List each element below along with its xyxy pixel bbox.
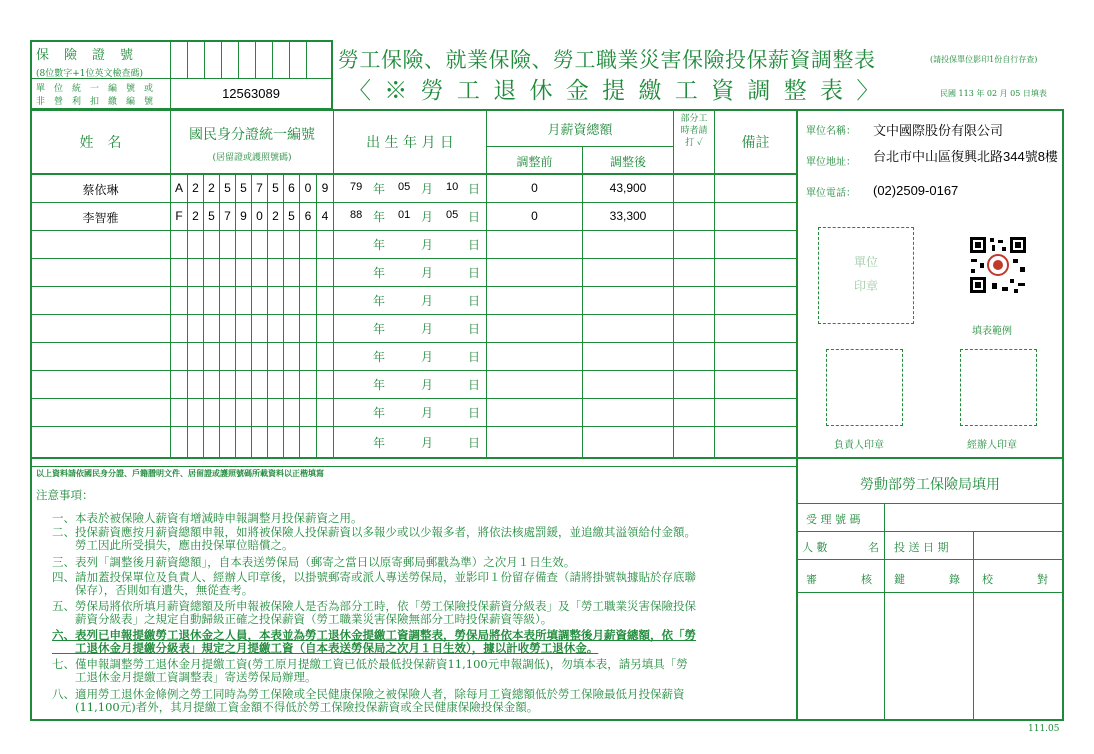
owner-seal-label: 負責人印章 [834, 440, 884, 451]
unit-year: 年 [373, 378, 386, 392]
birth-year[interactable]: 79 [350, 181, 363, 193]
unit-month: 月 [421, 182, 434, 196]
unit-day: 日 [468, 322, 481, 336]
owner-seal-box[interactable] [826, 349, 903, 426]
id-digit[interactable]: 2 [192, 181, 199, 195]
unit-day: 日 [468, 238, 481, 252]
id-digit[interactable]: 5 [208, 209, 215, 223]
unit-day: 日 [468, 436, 481, 450]
unit-month: 月 [421, 406, 434, 420]
company-name-label: 單位名稱： [806, 126, 856, 137]
unit-month: 月 [421, 436, 434, 450]
company-address-label: 單位地址： [806, 157, 856, 168]
unit-month: 月 [421, 322, 434, 336]
key-in-label: 鍵 錄 [894, 573, 960, 586]
unified-no-label-2: 非 營 利 扣 繳 編 號 [36, 97, 154, 107]
col-id-header: 國民身分證統一編號 [189, 127, 315, 143]
unit-year: 年 [373, 182, 386, 196]
note-item: 五、勞保局將依所填月薪資總額及所申報被保險人是否為部分工時，依「勞工保險投保薪資分級表」及「勞工職業災害保險投保 [52, 599, 696, 613]
unit-month: 月 [421, 350, 434, 364]
id-digit[interactable]: 0 [304, 181, 312, 195]
unit-day: 日 [468, 182, 481, 196]
bureau-title: 勞動部勞工保險局填用 [860, 477, 1000, 493]
note-item: 七、僅申報調整勞工退休金月提繳工資(勞工原月提繳工資已低於最低投保薪資11,100元申報調低)，勿填本表，請另填具「勞 [52, 657, 688, 671]
salary-after[interactable]: 43,900 [609, 181, 647, 195]
unified-number-value[interactable]: 12563089 [222, 86, 280, 101]
id-digit[interactable]: 5 [272, 181, 279, 195]
unit-year: 年 [373, 294, 386, 308]
birth-day[interactable]: 05 [446, 209, 459, 221]
note-item: 一、本表於被保險人薪資有增減時申報調整月投保薪資之用。 [52, 511, 363, 525]
example-label: 填表範例 [972, 326, 1012, 337]
unit-day: 日 [468, 378, 481, 392]
unit-year: 年 [373, 238, 386, 252]
qr-code-icon[interactable] [968, 235, 1028, 295]
col-birth-header: 出 生 年 月 日 [366, 135, 454, 151]
birth-month[interactable]: 05 [398, 181, 411, 193]
col-note-header: 備註 [741, 135, 770, 151]
id-digit[interactable]: 5 [288, 209, 295, 223]
unit-year: 年 [373, 436, 386, 450]
unit-day: 日 [468, 266, 481, 280]
salary-after[interactable]: 33,300 [609, 209, 647, 223]
birth-day[interactable]: 10 [446, 181, 459, 193]
company-phone-label: 單位電話： [806, 188, 856, 199]
notes-intro: 以上資料請依國民身分證、戶籍謄明文件、居留證或護照號碼所載資料以正楷填寫 [36, 468, 324, 478]
unit-month: 月 [421, 266, 434, 280]
unit-year: 年 [373, 322, 386, 336]
count-unit: 名 [868, 541, 879, 554]
receipt-no-label: 受 理 號 碼 [806, 513, 861, 526]
note-item: 薪資分級表」之規定自動歸級正確之投保薪資（勞工職業災害保險無部分工時投保薪資等級）。 [52, 612, 553, 626]
fill-date: 民國 113 年 02 月 05 日填表 [940, 89, 1047, 98]
col-part-time-header: 部分工時者請打 ✓ [680, 114, 708, 148]
col-id-sub: (居留證或護照號碼) [212, 153, 292, 163]
birth-year[interactable]: 88 [350, 209, 363, 221]
note-item: 八、適用勞工退休金條例之勞工同時為勞工保險或全民健康保險之被保險人者，除每月工資總額低於勞工保險最低月投保薪資 [52, 687, 685, 701]
review-label: 審 核 [806, 573, 872, 586]
unit-month: 月 [421, 294, 434, 308]
id-digit[interactable]: 2 [192, 209, 199, 223]
count-label: 人 數 [802, 541, 828, 554]
employee-name[interactable]: 李智雅 [82, 211, 119, 225]
employee-name[interactable]: 蔡依琳 [82, 183, 119, 197]
form-version: 111.05 [1028, 724, 1060, 734]
unit-year: 年 [373, 406, 386, 420]
col-name-header: 姓 名 [79, 135, 122, 151]
id-digit[interactable]: 7 [256, 181, 263, 195]
unit-month: 月 [421, 378, 434, 392]
id-digit[interactable]: 0 [256, 209, 263, 223]
unit-month: 月 [421, 210, 434, 224]
insurance-no-sub: (8位數字+1位英文檢查碼) [36, 69, 144, 79]
col-before-header: 調整前 [516, 155, 553, 169]
id-digit[interactable]: 4 [321, 209, 329, 223]
unit-day: 日 [468, 350, 481, 364]
note-item: 保存），否則如有遺失，無從查考。 [52, 583, 254, 597]
unit-day: 日 [468, 294, 481, 308]
birth-month[interactable]: 01 [398, 209, 411, 221]
notes-heading: 注意事項： [36, 488, 94, 502]
note-item: 工退休金月提繳分級表」規定之月提繳工資（自本表送勞保局之次月１日生效），據以計收勞工退休金。 [52, 641, 599, 655]
id-digit[interactable]: 5 [240, 181, 247, 195]
unit-year: 年 [373, 210, 386, 224]
col-salary-header: 月薪資總額 [547, 123, 613, 138]
id-digit[interactable]: 2 [272, 209, 279, 223]
company-address[interactable]: 台北市中山區復興北路344號8樓 [873, 149, 1058, 164]
unit-seal-label-2: 印章 [853, 279, 878, 293]
unit-seal-label-1: 單位 [853, 255, 878, 269]
id-digit[interactable]: 7 [224, 209, 231, 223]
note-item: 勞工因此所受損失，應由投保單位賠償之。 [52, 538, 294, 552]
salary-before[interactable]: 0 [531, 209, 538, 223]
form-title-note: (請投保單位影印1份自行存查) [930, 55, 1038, 64]
company-name[interactable]: 文中國際股份有限公司 [873, 123, 1004, 138]
form-title: 勞工保險、就業保險、勞工職業災害保險投保薪資調整表 [338, 48, 876, 72]
note-item: 六、表列已申報提繳勞工退休金之人員，本表並為勞工退休金提繳工資調整表，勞保局將依本表所填調整後月薪資總額，依「勞 [52, 628, 696, 642]
id-digit[interactable]: 9 [321, 181, 329, 195]
handler-seal-label: 經辦人印章 [967, 440, 1017, 451]
unit-seal-box[interactable] [818, 227, 914, 324]
handler-seal-box[interactable] [960, 349, 1037, 426]
unit-year: 年 [373, 350, 386, 364]
unit-day: 日 [468, 406, 481, 420]
id-digit[interactable]: 6 [304, 209, 312, 223]
note-item: 工退休金月提繳工資調整表」寄送勞保局辦理。 [52, 670, 317, 684]
id-digit[interactable]: F [175, 209, 183, 223]
note-item: 四、請加蓋投保單位及負責人、經辦人印章後，以掛號郵寄或派人專送勞保局，並影印１份留存備查（請將掛號執據貼於存底聯 [52, 570, 696, 584]
id-digit[interactable]: 5 [224, 181, 231, 195]
salary-before[interactable]: 0 [531, 181, 538, 195]
id-digit[interactable]: 9 [240, 209, 247, 223]
send-date-label: 投 送 日 期 [894, 541, 949, 554]
unit-day: 日 [468, 210, 481, 224]
id-digit[interactable]: 6 [288, 181, 295, 195]
form-subtitle: 〈 ※ 勞 工 退 休 金 提 繳 工 資 調 整 表 〉 [348, 78, 883, 104]
check-label: 校 對 [982, 573, 1048, 586]
unit-year: 年 [373, 266, 386, 280]
company-phone[interactable]: (02)2509-0167 [873, 183, 959, 198]
note-item: (11,100元)者外，其月提繳工資金額不得低於勞工保險投保薪資或全民健康保險投保金額。 [52, 700, 539, 714]
id-digit[interactable]: A [174, 181, 183, 195]
unified-no-label-1: 單 位 統 一 編 號 或 [36, 84, 154, 94]
id-digit[interactable]: 2 [208, 181, 215, 195]
note-item: 三、表列「調整後月薪資總額」，自本表送勞保局（郵寄之當日以原寄郵局郵戳為準）之次月１日生效。 [52, 555, 576, 569]
col-after-header: 調整後 [609, 155, 646, 169]
note-item: 二、投保薪資應按月薪資總額申報，如將被保險人投保薪資以多報少或以少報多者，將依法核處罰鍰，並追繳其溢領給付金額。 [52, 525, 696, 539]
insurance-no-label: 保 險 證 號 [36, 48, 135, 63]
unit-month: 月 [421, 238, 434, 252]
